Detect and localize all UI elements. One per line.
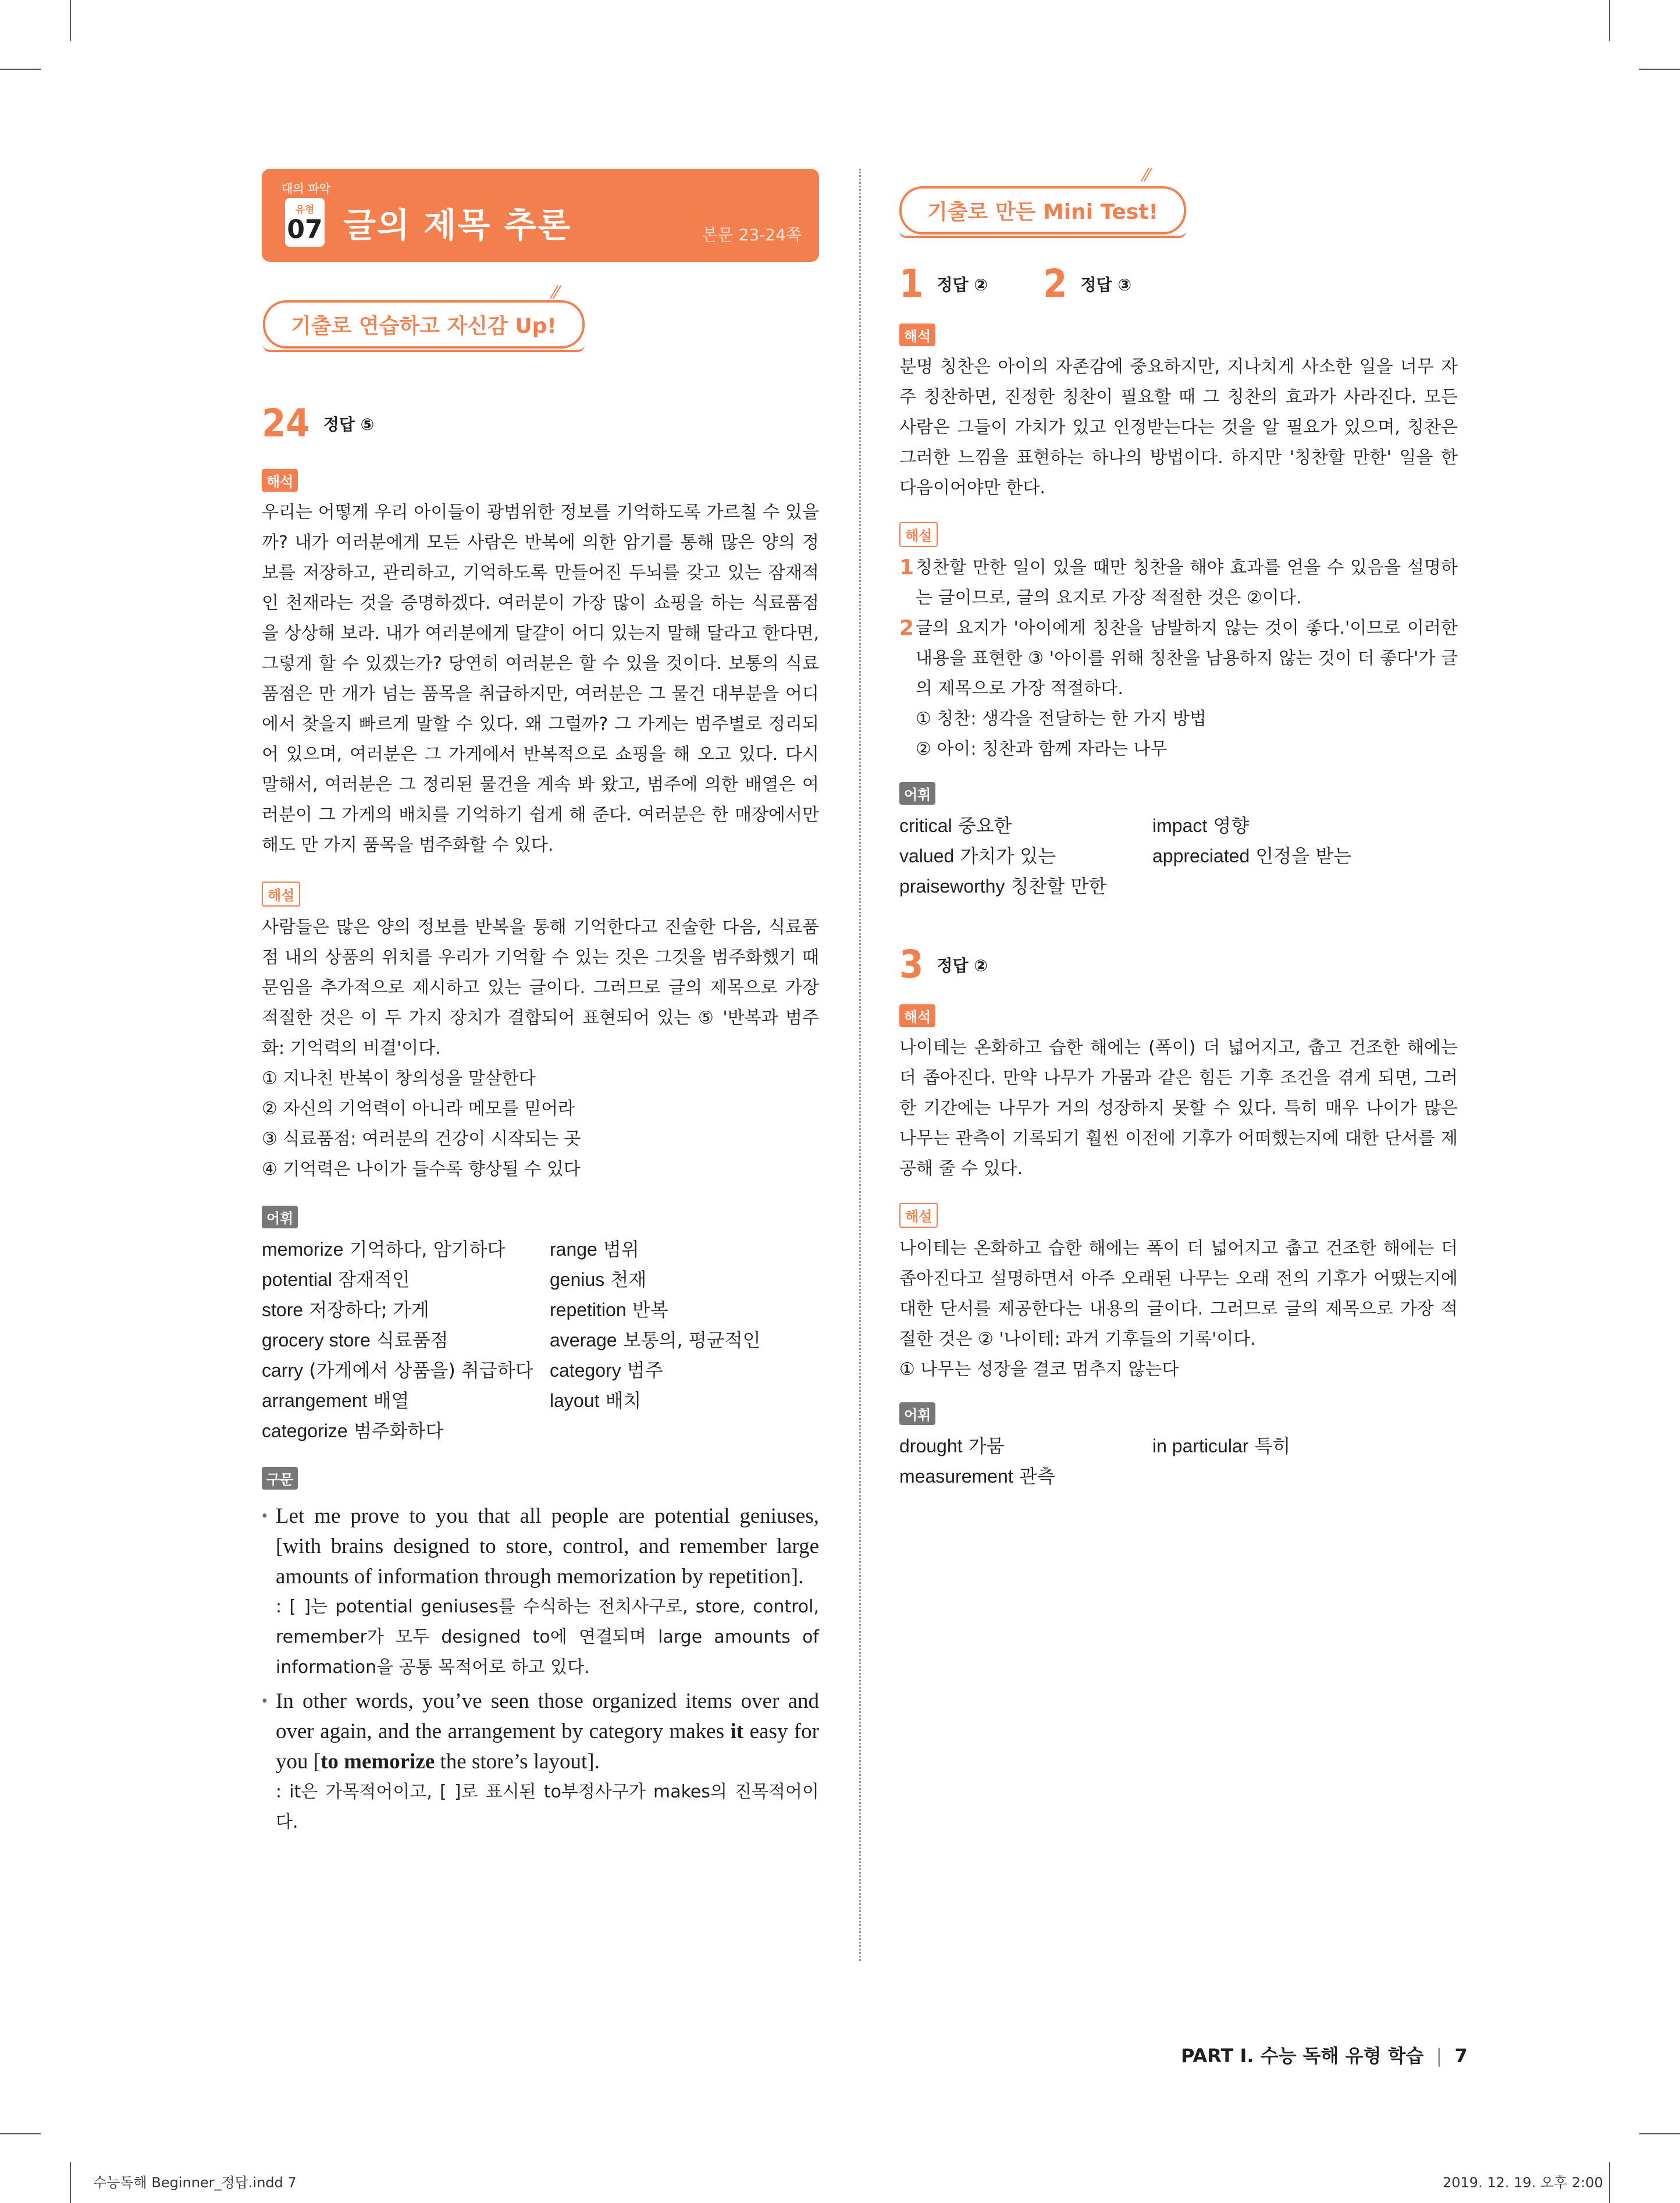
explanation-tag: 해설 [899, 522, 938, 547]
explanation-tag: 해설 [262, 882, 300, 907]
vocab-item: in particular 특히 [1152, 1435, 1291, 1457]
option-item: ① 지나친 반복이 창의성을 말살한다 [262, 1068, 536, 1089]
page-number: 7 [1454, 2045, 1468, 2067]
slug-date: 2019. 12. 19. 오후 2:00 [1443, 2174, 1603, 2191]
vocab-item: categorize 범주화하다 [262, 1420, 444, 1442]
vocab-item: appreciated 인정을 받는 [1152, 845, 1352, 867]
answer-label: 정답 ② [937, 955, 988, 975]
vocab-item: repetition 반복 [550, 1299, 668, 1321]
section-header [262, 169, 819, 262]
slug-file: 수능독해 Beginner_정답.indd 7 [93, 2174, 297, 2191]
crop-mark [70, 2162, 71, 2203]
vocab-tag: 어휘 [899, 782, 935, 805]
translation-tag: 해석 [262, 469, 298, 492]
explanation-item: 2 글의 요지가 '아이에게 칭찬을 남발하지 않는 것이 좋다.'이므로 이러한 내용을 표현한 ③ '아이를 위해 칭찬을 남용하지 않는 것이 더 좋다'가 글의 제목으로 가장 적절하다. [899, 616, 1458, 699]
explanation-text: 사람들은 많은 양의 정보를 반복을 통해 기억한다고 진술한 다음, 식료품점 내의 상품의 위치를 우리가 기억할 수 있는 것은 그것을 범주화했기 때문임을 추가적으로 제시하고 있는 글이다. 그러므로 글의 제목으로 가장 적절한 것은 이 두 가지 장치가 결합되어 표현되어 있는 ⑤ '반복과 범주화: 기억력의 비결'이다. [262, 917, 819, 1058]
vocab-item: potential 잠재적인 [262, 1268, 410, 1291]
question-number: 1 [899, 261, 924, 306]
option-item: ① 칭찬: 생각을 전달하는 한 가지 방법 [916, 709, 1206, 729]
crop-mark [0, 2133, 41, 2134]
vocab-list [899, 1431, 1458, 1491]
option-item: ③ 식료품점: 여러분의 건강이 시작되는 곳 [262, 1129, 581, 1149]
crop-mark [0, 69, 41, 70]
vocab-tag: 어휘 [262, 1206, 298, 1228]
vocab-item: genius 천재 [550, 1268, 647, 1291]
vocab-item: store 저장하다; 가게 [262, 1299, 429, 1321]
sparkle-icon: ⁄⁄ [553, 283, 559, 303]
option-item: ② 자신의 기억력이 아니라 메모를 믿어라 [262, 1099, 575, 1119]
part-label: PART Ⅰ. 수능 독해 유형 학습 [1181, 2045, 1424, 2067]
option-item: ④ 기억력은 나이가 들수록 향상될 수 있다 [262, 1159, 581, 1179]
q24-heading [262, 401, 819, 446]
vocab-item: drought 가뭄 [899, 1435, 1005, 1457]
type-label: 유형 [295, 204, 315, 216]
syntax-tag: 구문 [262, 1467, 298, 1490]
question-number: 2 [1043, 261, 1067, 306]
crop-mark [1639, 2133, 1680, 2134]
left-column [262, 169, 819, 1838]
translation-tag: 해석 [899, 1004, 935, 1027]
vocab-item: critical 중요한 [899, 815, 1012, 837]
answer-label: 정답 ③ [1080, 275, 1132, 294]
sparkle-icon: ⁄⁄ [1144, 165, 1150, 186]
crop-mark [1609, 2162, 1610, 2203]
vocab-list [899, 811, 1458, 901]
answer-label: 정답 ② [937, 275, 988, 294]
translation-text: 분명 칭찬은 아이의 자존감에 중요하지만, 지나치게 사소한 일을 너무 자주 칭찬하면, 진정한 칭찬이 필요할 때 그 칭찬의 효과가 사라진다. 모든 사람은 그들이 가치가 있고 인정받는다는 것을 알 필요가 있으며, 칭찬은 그러한 느낌을 표현하는 하나의 방법이다. 하지만 '칭찬할 만한' 일을 한 다음이어야만 한다. [899, 357, 1458, 498]
practice-ribbon-wrap [263, 283, 819, 349]
explanation-item: 1 칭찬할 만한 일이 있을 때만 칭찬을 해야 효과를 얻을 수 있음을 설명하는 글이므로, 글의 요지로 가장 적절한 것은 ②이다. [899, 556, 1458, 608]
vocab-item: valued 가치가 있는 [899, 845, 1056, 867]
syntax-sentence: • Let me prove to you that all people are potential geniuses, [with brains designed to store, control, and remember large amounts of information through memorization by repetition]. [262, 1501, 819, 1592]
header-category: 대의 파악 [282, 182, 331, 196]
page-footer [1181, 2041, 1468, 2068]
vocab-item: memorize 기억하다, 암기하다 [262, 1238, 506, 1260]
q1-q2-heading [899, 261, 1458, 306]
vocab-item: category 범주 [550, 1359, 663, 1381]
minitest-ribbon: 기출로 만든 Mini Test! [899, 186, 1186, 234]
syntax-note: : [ ]는 potential geniuses를 수식하는 전치사구로, store, control, remember가 모두 designed to에 연결되며 large amounts of information을 공통 목적어로 하고 있다. [276, 1597, 819, 1678]
explanation-tag: 해설 [899, 1203, 938, 1228]
option-item: ② 아이: 칭찬과 함께 자라는 나무 [916, 739, 1168, 759]
crop-mark [1639, 69, 1680, 70]
vocab-item: praiseworthy 칭찬할 만한 [899, 875, 1107, 897]
vocab-item: impact 영향 [1152, 815, 1250, 837]
syntax-block [262, 1501, 819, 1838]
type-badge [285, 198, 325, 247]
right-column [899, 165, 1458, 1491]
vocab-item: range 범위 [550, 1238, 639, 1260]
question-number: 3 [899, 942, 924, 987]
syntax-note: : it은 가목적어이고, [ ]로 표시된 to부정사구가 makes의 진목적어이다. [276, 1782, 819, 1832]
explanation-text: 나이테는 온화하고 습한 해에는 폭이 더 넓어지고 춥고 건조한 해에는 더 좁아진다고 설명하면서 아주 오래된 나무는 오래 전의 기후가 어땠는지에 대한 단서를 제공한다는 내용의 글이다. 그러므로 글의 제목으로 가장 적절한 것은 ② '나이테: 과거 기후들의 기록'이다. [899, 1238, 1458, 1349]
vocab-tag: 어휘 [899, 1402, 935, 1425]
translation-text: 나이테는 온화하고 습한 해에는 (폭이) 더 넓어지고, 춥고 건조한 해에는 더 좁아진다. 만약 나무가 가뭄과 같은 힘든 기후 조건을 겪게 되면, 그러한 기간에는 나무가 거의 성장하지 못할 수 있다. 특히 매우 나이가 많은 나무는 관측이 기록되기 훨씬 이전에 기후가 어떠했는지에 대한 단서를 제공해 줄 수 있다. [899, 1037, 1458, 1179]
syntax-sentence: • In other words, you’ve seen those organized items over and over again, and the arrangement by category makes it easy for you [to memorize the store’s layout]. [262, 1686, 819, 1777]
practice-ribbon: 기출로 연습하고 자신감 Up! [263, 300, 585, 349]
vocab-item: arrangement 배열 [262, 1390, 410, 1412]
option-item: ① 나무는 성장을 결코 멈추지 않는다 [899, 1359, 1179, 1380]
vocab-list [262, 1234, 819, 1446]
translation-tag: 해석 [899, 324, 935, 346]
vocab-item: average 보통의, 평균적인 [550, 1329, 761, 1351]
crop-mark [70, 0, 71, 41]
footer-separator: | [1436, 2045, 1443, 2067]
translation-text: 우리는 어떻게 우리 아이들이 광범위한 정보를 기억하도록 가르칠 수 있을까? 내가 여러분에게 모든 사람은 반복에 의한 암기를 통해 많은 양의 정보를 저장하고, 관리하고, 기억하도록 만들어진 두뇌를 갖고 있는 잠재적인 천재라는 것을 증명하겠다. 여러분이 가장 많이 쇼핑을 하는 식료품점을 상상해 보라. 내가 여러분에게 달걀이 어디 있는지 말해 달라고 한다면, 그렇게 할 수 있겠는가? 당연히 여러분은 할 수 있을 것이다. 보통의 식료품점은 만 개가 넘는 품목을 취급하지만, 여러분은 그 물건 대부분을 어디에서 찾을지 빠르게 말할 수 있다. 왜 그럴까? 그 가게는 범주별로 정리되어 있으며, 여러분은 그 가게에서 반복적으로 쇼핑을 해 오고 있다. 다시 말해서, 여러분은 그 정리된 물건을 계속 봐 왔고, 범주에 의한 배열은 여러분이 그 가게의 배치를 기억하기 쉽게 해 준다. 여러분은 한 매장에서만 해도 만 가지 품목을 범주화할 수 있다. [262, 502, 819, 855]
answer-label: 정답 ⑤ [323, 414, 375, 434]
type-number: 07 [287, 215, 323, 244]
q3-heading [899, 942, 1458, 987]
vocab-item: grocery store 식료품점 [262, 1329, 449, 1351]
vocab-item: layout 배치 [550, 1390, 642, 1412]
vocab-item: measurement 관측 [899, 1465, 1055, 1487]
column-divider [859, 169, 861, 1961]
crop-mark [1609, 0, 1610, 41]
minitest-ribbon-wrap [899, 165, 1458, 234]
vocab-item: carry (가게에서 상품을) 취급하다 [262, 1359, 533, 1381]
page-reference: 본문 23-24쪽 [702, 225, 802, 244]
section-title: 글의 제목 추론 [343, 205, 572, 245]
question-number: 24 [262, 401, 310, 446]
